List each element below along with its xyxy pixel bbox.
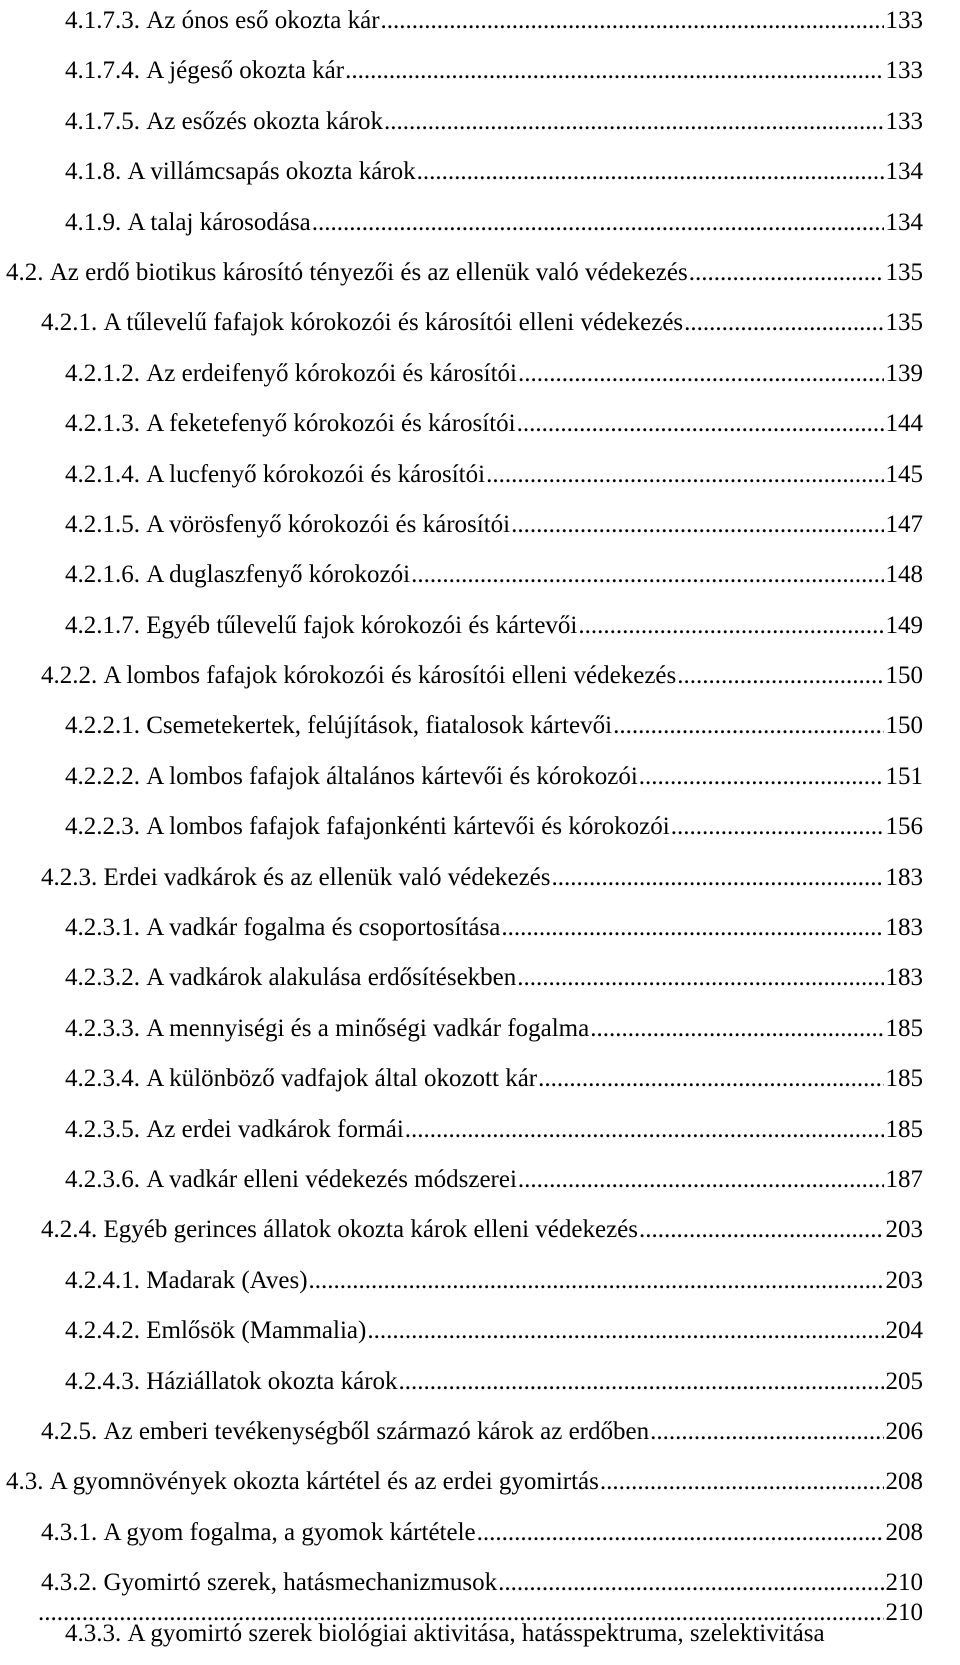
toc-section-title: Háziállatok okozta károk: [146, 1367, 398, 1395]
toc-section-number: 4.2.1.3.: [65, 410, 140, 438]
toc-section-number: 4.2.: [6, 258, 44, 286]
toc-section-number: 4.2.3.3.: [65, 1014, 140, 1042]
dot-leader: [684, 306, 883, 340]
dot-leader: [600, 1465, 884, 1499]
dot-leader: [498, 1566, 883, 1600]
toc-page-number: 210: [885, 1569, 923, 1597]
toc-section-number: 4.2.3.4.: [65, 1065, 140, 1093]
toc-section-number: 4.3.2.: [41, 1569, 98, 1597]
dot-leader: [639, 1213, 884, 1247]
toc-section-number: 4.2.3.5.: [65, 1115, 140, 1143]
toc-page-number: 134: [885, 158, 923, 186]
toc-section-number: 4.2.1.2.: [65, 359, 140, 387]
toc-section-number: 4.2.3.1.: [65, 914, 140, 942]
dot-leader: [511, 508, 883, 542]
dot-leader: [613, 709, 883, 743]
toc-section-number: 4.2.3.6.: [65, 1165, 140, 1193]
toc-section-title: Egyéb gerinces állatok okozta károk elleni védekezés: [103, 1216, 638, 1244]
toc-page-number: 208: [885, 1468, 923, 1496]
toc-entry[interactable]: [0, 304, 960, 354]
toc-entry[interactable]: [0, 1161, 960, 1211]
dot-leader: [345, 54, 883, 88]
dot-leader: [671, 810, 884, 844]
toc-page-number: 150: [885, 662, 923, 690]
toc-page-number: 135: [885, 258, 923, 286]
toc-section-title: A vadkár fogalma és csoportosítása: [146, 914, 501, 942]
dot-leader: [639, 760, 884, 794]
toc-entry[interactable]: [0, 2, 960, 52]
toc-section-title: A mennyiségi és a minőségi vadkár fogalma: [146, 1014, 590, 1042]
toc-page-number: 210: [885, 1599, 923, 1626]
toc-section-title: A lucfenyő kórokozói és károsítói: [146, 460, 486, 488]
toc-section-number: 4.2.1.7.: [65, 611, 140, 639]
toc-entry[interactable]: [0, 153, 960, 203]
toc-page-number: 144: [885, 410, 923, 438]
toc-section-title: A vörösfenyő kórokozói és károsítói: [146, 510, 511, 538]
toc-section-number: 4.2.1.6.: [65, 561, 140, 589]
toc-section-title: Az esőzés okozta károk: [146, 107, 383, 135]
toc-page-number: 183: [885, 914, 923, 942]
toc-entry[interactable]: [0, 103, 960, 153]
toc-section-number: 4.2.4.2.: [65, 1317, 140, 1345]
toc-section-title: Madarak (Aves): [146, 1266, 308, 1294]
toc-section-number: 4.2.2.2.: [65, 762, 140, 790]
toc-section-title: A duglaszfenyő kórokozói: [146, 561, 411, 589]
toc-entry[interactable]: [0, 355, 960, 405]
toc-section-number: 4.1.7.5.: [65, 107, 140, 135]
toc-page-number: 183: [885, 964, 923, 992]
toc-section-number: 4.2.4.: [41, 1216, 98, 1244]
toc-page-number: 147: [885, 510, 923, 538]
toc-section-number: 4.3.3.: [65, 1619, 122, 1647]
toc-section-title: A vadkár elleni védekezés módszerei: [146, 1165, 517, 1193]
toc-section-number: 4.2.4.1.: [65, 1266, 140, 1294]
toc-section-title: A gyom fogalma, a gyomok kártétele: [103, 1518, 476, 1546]
toc-section-title: A talaj károsodása: [127, 208, 311, 236]
toc-entry[interactable]: [0, 607, 960, 657]
dot-leader: [384, 105, 884, 139]
toc-section-title: A lombos fafajok általános kártevői és kórokozói: [146, 762, 638, 790]
toc-page-number: 185: [885, 1115, 923, 1143]
toc-entry[interactable]: [0, 1363, 960, 1413]
toc-entry[interactable]: [0, 1413, 960, 1463]
dot-leader: [517, 961, 883, 995]
toc-section-title: A jégeső okozta kár: [146, 57, 345, 85]
dot-leader: [486, 458, 883, 492]
toc-page-number: 206: [885, 1417, 923, 1445]
toc-page-number: 156: [885, 813, 923, 841]
toc-entry[interactable]: [0, 1312, 960, 1362]
toc-entry[interactable]: [0, 707, 960, 757]
dot-leader: [309, 1264, 884, 1298]
dot-leader: [477, 1516, 884, 1550]
toc-page-number: 208: [885, 1518, 923, 1546]
toc-entry[interactable]: [0, 1060, 960, 1110]
toc-section-number: 4.2.3.: [41, 863, 98, 891]
toc-section-number: 4.1.8.: [65, 158, 122, 186]
toc-section-number: 4.1.9.: [65, 208, 122, 236]
toc-page-number: 139: [885, 359, 923, 387]
toc-page-number: 133: [885, 7, 923, 34]
toc-section-title: A gyomirtó szerek biológiai aktivitása, hatásspektruma, szelektivitása: [127, 1619, 825, 1647]
toc-entry[interactable]: [0, 859, 960, 909]
toc-section-title: Gyomirtó szerek, hatásmechanizmusok: [103, 1569, 498, 1597]
toc-entry-continuation: [0, 1596, 960, 1630]
toc-section-number: 4.3.: [6, 1468, 44, 1496]
toc-entry[interactable]: [0, 959, 960, 1009]
dot-leader: [411, 558, 883, 592]
toc-section-title: Emlősök (Mammalia): [146, 1317, 367, 1345]
toc-entry[interactable]: [0, 758, 960, 808]
dot-leader: [405, 1113, 884, 1147]
toc-page-number: 145: [885, 460, 923, 488]
toc-section-number: 4.1.7.3.: [65, 7, 140, 34]
toc-section-title: A villámcsapás okozta károk: [127, 158, 416, 186]
dot-leader: [578, 609, 883, 643]
toc-entry[interactable]: [0, 1463, 960, 1513]
toc-page-number: 185: [885, 1014, 923, 1042]
toc-page-number: 135: [885, 309, 923, 337]
toc-entry[interactable]: [0, 1111, 960, 1161]
toc-section-number: 4.2.4.3.: [65, 1367, 140, 1395]
dot-leader: [689, 256, 884, 290]
toc-entry[interactable]: [0, 506, 960, 556]
toc-page-number: 133: [885, 57, 923, 85]
toc-section-number: 4.1.7.4.: [65, 57, 140, 85]
toc-section-number: 4.2.2.: [41, 662, 98, 690]
toc-section-title: A gyomnövények okozta kártétel és az erdei gyomirtás: [49, 1468, 599, 1496]
dot-leader: [518, 1163, 884, 1197]
toc-page-number: 134: [885, 208, 923, 236]
toc-page-number: 185: [885, 1065, 923, 1093]
toc-entry[interactable]: [0, 1514, 960, 1564]
toc-entry[interactable]: [0, 556, 960, 606]
toc-section-title: Egyéb tűlevelű fajok kórokozói és kártevői: [146, 611, 578, 639]
toc-section-number: 4.2.3.2.: [65, 964, 140, 992]
toc-entry[interactable]: [0, 254, 960, 304]
toc-entry[interactable]: [0, 204, 960, 254]
toc-section-title: A vadkárok alakulása erdősítésekben: [146, 964, 517, 992]
toc-section-title: Az ónos eső okozta kár: [146, 7, 380, 34]
toc-entry[interactable]: [0, 52, 960, 102]
dot-leader: [590, 1012, 883, 1046]
toc-page-number: 203: [885, 1216, 923, 1244]
toc-section-title: Az erdeifenyő kórokozói és károsítói: [146, 359, 517, 387]
dot-leader: [677, 659, 883, 693]
dot-leader: [650, 1415, 883, 1449]
toc-section-title: A feketefenyő kórokozói és károsítói: [146, 410, 516, 438]
toc-section-title: A tűlevelű fafajok kórokozói és károsítói elleni védekezés: [103, 309, 684, 337]
toc-entry[interactable]: [0, 909, 960, 959]
dot-leader: [538, 1062, 883, 1096]
toc-entry[interactable]: [0, 1211, 960, 1261]
toc-page-number: 205: [885, 1367, 923, 1395]
toc-section-number: 4.3.1.: [41, 1518, 98, 1546]
toc-page-number: 133: [885, 107, 923, 135]
dot-leader: [417, 155, 884, 189]
toc-section-number: 4.2.1.4.: [65, 460, 140, 488]
toc-section-title: A különböző vadfajok által okozott kár: [146, 1065, 538, 1093]
toc-page-number: 151: [885, 762, 923, 790]
toc-page-number: 150: [885, 712, 923, 740]
dot-leader: [552, 861, 884, 895]
toc-entry[interactable]: [0, 1262, 960, 1312]
toc-page-number: 204: [885, 1317, 923, 1345]
toc-section-title: A lombos fafajok fafajonkénti kártevői és kórokozói: [146, 813, 670, 841]
toc-section-number: 4.2.1.5.: [65, 510, 140, 538]
toc-section-title: Az emberi tevékenységből származó károk az erdőben: [103, 1417, 650, 1445]
toc-section-title: A lombos fafajok kórokozói és károsítói elleni védekezés: [103, 662, 677, 690]
toc-section-title: Az erdő biotikus károsító tényezői és az ellenük való védekezés: [49, 258, 688, 286]
dot-leader: [518, 357, 884, 391]
toc-section-title: Az erdei vadkárok formái: [146, 1115, 404, 1143]
toc-page-number: 187: [885, 1165, 923, 1193]
dot-leader: [312, 206, 884, 240]
toc-page-number: 148: [885, 561, 923, 589]
toc-section-title: Erdei vadkárok és az ellenük való védekezés: [103, 863, 551, 891]
toc-section-title: Csemetekertek, felújítások, fiatalosok kártevői: [146, 712, 613, 740]
toc-section-number: 4.2.5.: [41, 1417, 98, 1445]
dot-leader: [381, 4, 884, 38]
toc-page-number: 203: [885, 1266, 923, 1294]
toc-entry[interactable]: [0, 808, 960, 858]
dot-leader: [367, 1314, 883, 1348]
dot-leader: [517, 407, 884, 441]
toc-section-number: 4.2.2.1.: [65, 712, 140, 740]
toc-entry[interactable]: [0, 1010, 960, 1060]
dot-leader: [501, 911, 883, 945]
toc-section-number: 4.2.2.3.: [65, 813, 140, 841]
dot-leader: [38, 1596, 884, 1630]
toc-entry[interactable]: [0, 456, 960, 506]
toc-entry[interactable]: [0, 657, 960, 707]
toc-entry[interactable]: [0, 405, 960, 455]
dot-leader: [399, 1365, 884, 1399]
toc-section-number: 4.2.1.: [41, 309, 98, 337]
toc-page-number: 149: [885, 611, 923, 639]
toc-page-number: 183: [885, 863, 923, 891]
